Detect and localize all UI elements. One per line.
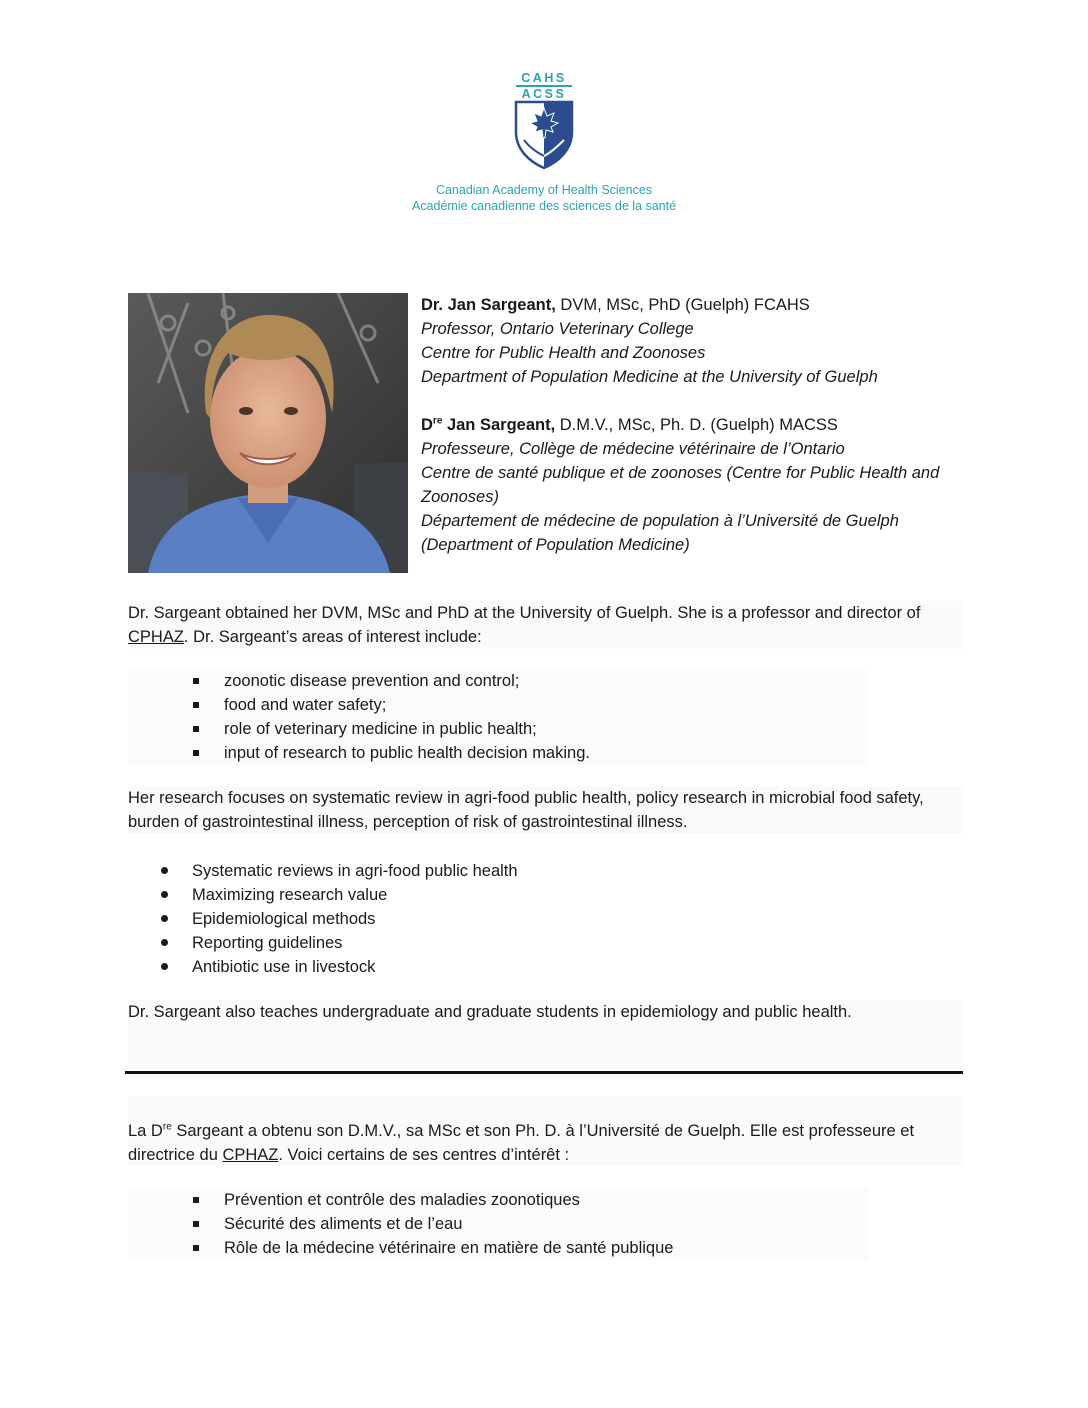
intro-fr-text-body: Sargeant a obtenu son D.M.V., sa MSc et son Ph. D. à l’Université de Guelph. Elle est professeure et directrice du xyxy=(128,1122,915,1164)
list-item: Maximizing research value xyxy=(128,883,868,907)
research-paragraph xyxy=(128,786,963,834)
intro-fr-paragraph xyxy=(128,1096,963,1166)
cphaz-link-fr[interactable]: CPHAZ xyxy=(222,1146,279,1164)
list-item: Prévention et contrôle des maladies zoonotiques xyxy=(128,1188,868,1212)
interests-fr-list xyxy=(128,1188,868,1260)
intro-fr-text-end: . Voici certains de ses centres d’intérêt : xyxy=(278,1146,570,1164)
bio-en-department: Department of Population Medicine at the University of Guelph xyxy=(421,368,878,386)
bio-en-centre: Centre for Public Health and Zoonoses xyxy=(421,344,706,362)
bio-block xyxy=(421,293,981,557)
list-item: input of research to public health decision making. xyxy=(128,741,868,765)
list-item: Antibiotic use in livestock xyxy=(128,955,868,979)
list-item: Sécurité des aliments et de l’eau xyxy=(128,1212,868,1236)
bio-fr-name-prefix: D xyxy=(421,416,433,434)
section-divider xyxy=(125,1071,963,1074)
bio-en-heading xyxy=(421,293,981,317)
list-item: Systematic reviews in agri-food public health xyxy=(128,859,868,883)
org-name-fr: Académie canadienne des sciences de la santé xyxy=(411,199,677,213)
list-item: food and water safety; xyxy=(128,693,868,717)
bio-en-name: Dr. Jan Sargeant, xyxy=(421,296,556,314)
intro-en-text: Dr. Sargeant obtained her DVM, MSc and PhD at the University of Guelph. She is a professor and director of xyxy=(128,604,921,622)
list-item: role of veterinary medicine in public health; xyxy=(128,717,868,741)
bio-en-title: Professor, Ontario Veterinary College xyxy=(421,320,694,338)
bio-fr-department: Département de médecine de population à l’Université de Guelph (Department of Population Medicine) xyxy=(421,512,899,554)
list-item: Reporting guidelines xyxy=(128,931,868,955)
bio-fr-name: Jan Sargeant, xyxy=(442,416,556,434)
list-item: Rôle de la médecine vétérinaire en matière de santé publique xyxy=(128,1236,868,1260)
interests-en-list xyxy=(128,669,868,765)
logo-text-acss: ACSS xyxy=(521,87,567,101)
portrait-photo xyxy=(128,293,408,573)
teaching-text: Dr. Sargeant also teaches undergraduate and graduate students in epidemiology and public health. xyxy=(128,1003,852,1021)
intro-en-paragraph xyxy=(128,601,963,649)
org-name-en: Canadian Academy of Health Sciences xyxy=(435,183,653,197)
research-text: Her research focuses on systematic review in agri-food public health, policy research in microbial food safety, burden of gastrointestinal illness, perception of risk of gastrointestinal illness. xyxy=(128,789,924,831)
bio-fr-centre: Centre de santé publique et de zoonoses (Centre for Public Health and Zoonoses) xyxy=(421,464,940,506)
bio-fr-title: Professeure, Collège de médecine vétérinaire de l’Ontario xyxy=(421,440,845,458)
cahs-logo xyxy=(512,68,576,172)
intro-en-text-end: . Dr. Sargeant’s areas of interest include: xyxy=(183,628,482,646)
bio-en-credentials: DVM, MSc, PhD (Guelph) FCAHS xyxy=(555,296,810,314)
teaching-paragraph xyxy=(128,1000,963,1070)
bio-fr-name-sup: re xyxy=(432,415,443,427)
logo-text-cahs: CAHS xyxy=(521,71,567,85)
cphaz-link[interactable]: CPHAZ xyxy=(128,628,184,646)
intro-fr-sup: re xyxy=(162,1121,172,1133)
bio-fr-heading xyxy=(421,413,981,437)
bio-fr-credentials: D.M.V., MSc, Ph. D. (Guelph) MACSS xyxy=(555,416,838,434)
research-topics-list xyxy=(128,859,868,979)
list-item: zoonotic disease prevention and control; xyxy=(128,669,868,693)
intro-fr-text: La D xyxy=(128,1122,163,1140)
header xyxy=(0,68,1088,214)
list-item: Epidemiological methods xyxy=(128,907,868,931)
